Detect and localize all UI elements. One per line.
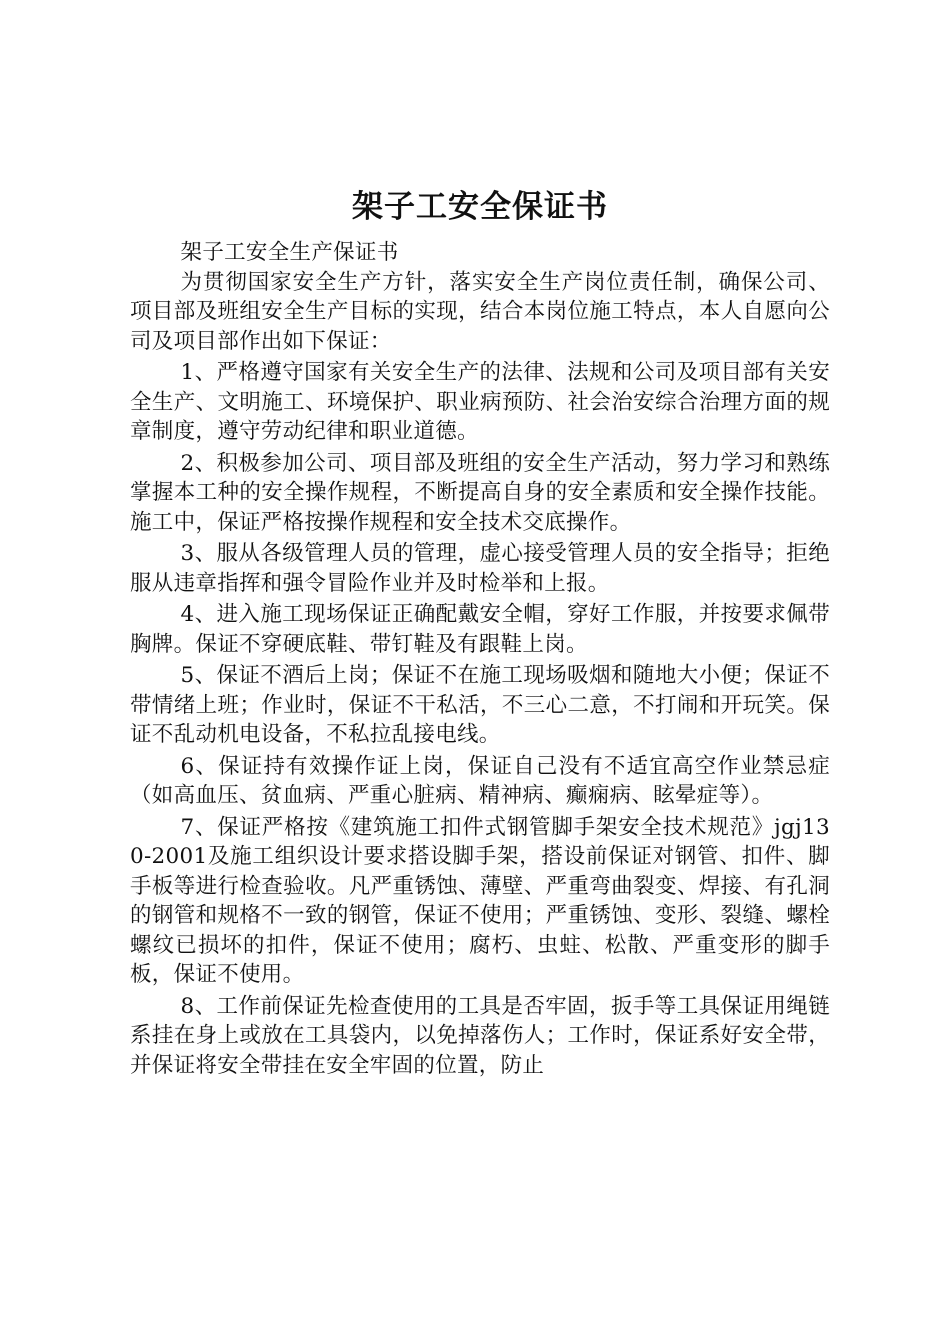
guarantee-item-3: 3、服从各级管理人员的管理，虚心接受管理人员的安全指导；拒绝服从违章指挥和强令冒险作业并及时检举和上报。 <box>130 541 830 596</box>
document-subtitle: 架子工安全生产保证书 <box>180 240 399 265</box>
guarantee-item-2: 2、积极参加公司、项目部及班组的安全生产活动，努力学习和熟练掌握本工种的安全操作规程，不断提高自身的安全素质和安全操作技能。施工中，保证严格按操作规程和安全技术交底操作。 <box>130 450 830 535</box>
document-title: 架子工安全保证书 <box>352 189 608 225</box>
guarantee-item-1: 1、严格遵守国家有关安全生产的法律、法规和公司及项目部有关安全生产、文明施工、环境保护、职业病预防、社会治安综合治理方面的规章制度，遵守劳动纪律和职业道德。 <box>130 360 830 444</box>
document-page <box>130 186 830 1080</box>
guarantee-item-4: 4、进入施工现场保证正确配戴安全帽，穿好工作服，并按要求佩带胸牌。保证不穿硬底鞋、带钉鞋及有跟鞋上岗。 <box>130 602 830 657</box>
guarantee-item-6: 6、保证持有效操作证上岗，保证自己没有不适宜高空作业禁忌症（如高血压、贫血病、严重心脏病、精神病、癫痫病、眩晕症等）。 <box>130 753 830 808</box>
guarantee-item-5: 5、保证不酒后上岗；保证不在施工现场吸烟和随地大小便；保证不带情绪上班；作业时，保证不干私活，不三心二意，不打闹和开玩笑。保证不乱动机电设备，不私拉乱接电线。 <box>130 663 830 747</box>
guarantee-item-8: 8、工作前保证先检查使用的工具是否牢固，扳手等工具保证用绳链系挂在身上或放在工具袋内，以免掉落伤人；工作时，保证系好安全带，并保证将安全带挂在安全牢固的位置，防止 <box>130 993 830 1078</box>
intro-paragraph: 为贯彻国家安全生产方针，落实安全生产岗位责任制，确保公司、项目部及班组安全生产目标的实现，结合本岗位施工特点，本人自愿向公司及项目部作出如下保证： <box>130 269 830 354</box>
guarantee-item-7: 7、保证严格按《建筑施工扣件式钢管脚手架安全技术规范》jgj130-2001及施工组织设计要求搭设脚手架，搭设前保证对钢管、扣件、脚手板等进行检查验收。凡严重锈蚀、薄壁、严重弯曲裂变、焊接、有孔洞的钢管和规格不一致的钢管，保证不使用；严重锈蚀、变形、裂缝、螺栓螺纹已损坏的扣件，保证不使用；腐朽、虫蛀、松散、严重变形的脚手板，保证不使用。 <box>130 814 830 987</box>
